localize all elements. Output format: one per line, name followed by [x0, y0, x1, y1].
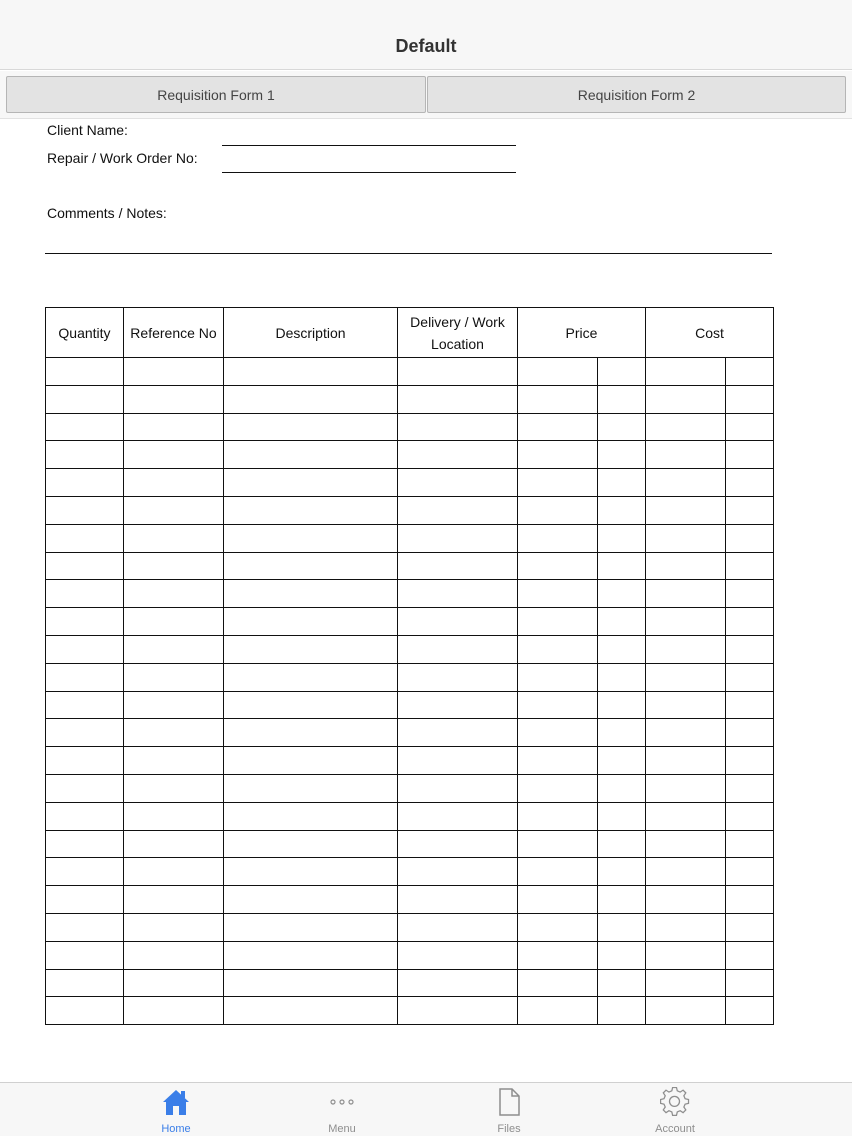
table-cell[interactable]	[518, 969, 598, 997]
table-cell[interactable]	[224, 997, 398, 1025]
table-row	[46, 913, 774, 941]
table-cell[interactable]	[598, 608, 646, 636]
table-cell[interactable]	[598, 635, 646, 663]
table-cell[interactable]	[124, 385, 224, 413]
table-cell[interactable]	[726, 580, 774, 608]
tab-menu-label: Menu	[328, 1123, 356, 1135]
table-cell[interactable]	[124, 886, 224, 914]
table-row	[46, 496, 774, 524]
table-cell[interactable]	[518, 747, 598, 775]
header-description: Description	[224, 308, 398, 358]
table-cell[interactable]	[726, 997, 774, 1025]
table-cell[interactable]	[46, 747, 124, 775]
table-cell[interactable]	[224, 524, 398, 552]
table-cell[interactable]	[518, 469, 598, 497]
table-cell[interactable]	[398, 747, 518, 775]
table-row	[46, 774, 774, 802]
table-cell[interactable]	[124, 969, 224, 997]
table-cell[interactable]	[46, 413, 124, 441]
table-cell[interactable]	[646, 385, 726, 413]
table-cell[interactable]	[646, 913, 726, 941]
table-cell[interactable]	[124, 441, 224, 469]
table-cell[interactable]	[518, 774, 598, 802]
table-cell[interactable]	[726, 719, 774, 747]
table-cell[interactable]	[124, 997, 224, 1025]
table-cell[interactable]	[398, 469, 518, 497]
table-row	[46, 413, 774, 441]
table-cell[interactable]	[726, 524, 774, 552]
table-cell[interactable]	[398, 913, 518, 941]
table-cell[interactable]	[124, 830, 224, 858]
table-cell[interactable]	[726, 913, 774, 941]
table-cell[interactable]	[726, 969, 774, 997]
table-cell[interactable]	[726, 941, 774, 969]
table-cell[interactable]	[646, 830, 726, 858]
table-cell[interactable]	[398, 719, 518, 747]
table-header-row	[46, 308, 774, 358]
navigation-bar	[0, 0, 852, 70]
table-row	[46, 552, 774, 580]
table-cell[interactable]	[398, 552, 518, 580]
table-cell[interactable]	[726, 552, 774, 580]
table-cell[interactable]	[124, 608, 224, 636]
table-cell[interactable]	[46, 858, 124, 886]
table-cell[interactable]	[224, 358, 398, 386]
table-cell[interactable]	[726, 441, 774, 469]
table-cell[interactable]	[224, 413, 398, 441]
table-cell[interactable]	[646, 691, 726, 719]
table-cell[interactable]	[398, 441, 518, 469]
table-cell[interactable]	[518, 719, 598, 747]
table-cell[interactable]	[224, 858, 398, 886]
table-cell[interactable]	[124, 413, 224, 441]
table-cell[interactable]	[598, 663, 646, 691]
table-cell[interactable]	[224, 635, 398, 663]
table-row	[46, 469, 774, 497]
table-cell[interactable]	[46, 524, 124, 552]
header-delivery-location: Delivery / Work Location	[398, 308, 518, 358]
table-cell[interactable]	[398, 830, 518, 858]
table-cell[interactable]	[124, 691, 224, 719]
table-cell[interactable]	[46, 441, 124, 469]
table-cell[interactable]	[398, 635, 518, 663]
table-row	[46, 858, 774, 886]
table-cell[interactable]	[46, 802, 124, 830]
order-no-field[interactable]	[222, 172, 516, 173]
comments-label: Comments / Notes:	[47, 205, 167, 221]
table-cell[interactable]	[518, 580, 598, 608]
table-cell[interactable]	[124, 719, 224, 747]
header-reference-no: Reference No	[124, 308, 224, 358]
table-cell[interactable]	[518, 413, 598, 441]
table-cell[interactable]	[224, 608, 398, 636]
table-cell[interactable]	[598, 413, 646, 441]
table-cell[interactable]	[726, 747, 774, 775]
table-cell[interactable]	[398, 997, 518, 1025]
table-cell[interactable]	[398, 691, 518, 719]
table-row	[46, 941, 774, 969]
table-cell[interactable]	[646, 496, 726, 524]
table-row	[46, 969, 774, 997]
table-row	[46, 997, 774, 1025]
table-cell[interactable]	[124, 941, 224, 969]
comments-field[interactable]	[45, 253, 772, 254]
client-name-label: Client Name:	[47, 122, 128, 138]
table-cell[interactable]	[726, 858, 774, 886]
table-cell[interactable]	[398, 802, 518, 830]
header-price: Price	[518, 308, 646, 358]
home-icon	[161, 1087, 191, 1117]
table-cell[interactable]	[726, 358, 774, 386]
table-cell[interactable]	[124, 663, 224, 691]
table-cell[interactable]	[46, 969, 124, 997]
table-cell[interactable]	[726, 413, 774, 441]
table-cell[interactable]	[598, 719, 646, 747]
table-cell[interactable]	[518, 886, 598, 914]
table-cell[interactable]	[598, 552, 646, 580]
table-cell[interactable]	[518, 858, 598, 886]
table-cell[interactable]	[224, 441, 398, 469]
table-cell[interactable]	[124, 802, 224, 830]
table-cell[interactable]	[46, 580, 124, 608]
table-cell[interactable]	[46, 358, 124, 386]
bottom-tab-bar	[0, 1082, 852, 1136]
table-cell[interactable]	[46, 830, 124, 858]
table-cell[interactable]	[518, 830, 598, 858]
table-cell[interactable]	[224, 830, 398, 858]
table-cell[interactable]	[124, 858, 224, 886]
table-cell[interactable]	[598, 774, 646, 802]
table-cell[interactable]	[518, 524, 598, 552]
table-cell[interactable]	[518, 997, 598, 1025]
table-cell[interactable]	[726, 469, 774, 497]
table-cell[interactable]	[398, 663, 518, 691]
table-cell[interactable]	[598, 441, 646, 469]
table-cell[interactable]	[646, 747, 726, 775]
tab-account-label: Account	[655, 1123, 695, 1135]
table-cell[interactable]	[46, 997, 124, 1025]
table-cell[interactable]	[646, 413, 726, 441]
table-cell[interactable]	[398, 969, 518, 997]
table-cell[interactable]	[646, 663, 726, 691]
table-cell[interactable]	[46, 719, 124, 747]
table-cell[interactable]	[46, 886, 124, 914]
table-row	[46, 358, 774, 386]
table-cell[interactable]	[598, 886, 646, 914]
table-cell[interactable]	[646, 969, 726, 997]
table-cell[interactable]	[224, 747, 398, 775]
more-dots-icon	[327, 1087, 357, 1117]
table-cell[interactable]	[46, 663, 124, 691]
table-cell[interactable]	[46, 552, 124, 580]
table-cell[interactable]	[398, 774, 518, 802]
table-cell[interactable]	[398, 886, 518, 914]
table-cell[interactable]	[598, 997, 646, 1025]
table-cell[interactable]	[518, 941, 598, 969]
table-cell[interactable]	[124, 496, 224, 524]
table-cell[interactable]	[598, 691, 646, 719]
table-cell[interactable]	[726, 608, 774, 636]
table-cell[interactable]	[646, 580, 726, 608]
table-cell[interactable]	[46, 691, 124, 719]
table-cell[interactable]	[726, 496, 774, 524]
order-no-label: Repair / Work Order No:	[47, 150, 198, 166]
table-cell[interactable]	[518, 358, 598, 386]
table-cell[interactable]	[224, 496, 398, 524]
table-row	[46, 719, 774, 747]
table-cell[interactable]	[124, 552, 224, 580]
table-cell[interactable]	[124, 635, 224, 663]
table-cell[interactable]	[598, 941, 646, 969]
table-cell[interactable]	[398, 858, 518, 886]
table-cell[interactable]	[518, 608, 598, 636]
table-cell[interactable]	[646, 608, 726, 636]
table-cell[interactable]	[46, 774, 124, 802]
table-cell[interactable]	[224, 552, 398, 580]
table-cell[interactable]	[726, 886, 774, 914]
table-cell[interactable]	[646, 635, 726, 663]
table-cell[interactable]	[124, 747, 224, 775]
table-cell[interactable]	[598, 580, 646, 608]
table-row	[46, 663, 774, 691]
table-cell[interactable]	[598, 969, 646, 997]
table-cell[interactable]	[46, 496, 124, 524]
table-cell[interactable]	[646, 802, 726, 830]
table-cell[interactable]	[598, 830, 646, 858]
table-cell[interactable]	[726, 830, 774, 858]
table-cell[interactable]	[518, 441, 598, 469]
table-cell[interactable]	[398, 524, 518, 552]
table-cell[interactable]	[598, 747, 646, 775]
table-cell[interactable]	[224, 913, 398, 941]
table-cell[interactable]	[224, 802, 398, 830]
table-cell[interactable]	[224, 886, 398, 914]
tab-requisition-form-1[interactable]: Requisition Form 1	[6, 76, 426, 113]
table-row	[46, 802, 774, 830]
table-cell[interactable]	[224, 469, 398, 497]
table-cell[interactable]	[518, 385, 598, 413]
table-row	[46, 635, 774, 663]
requisition-table	[45, 307, 774, 1025]
table-cell[interactable]	[224, 691, 398, 719]
table-cell[interactable]	[646, 997, 726, 1025]
table-cell[interactable]	[598, 524, 646, 552]
table-row	[46, 830, 774, 858]
tab-files[interactable]	[464, 1087, 554, 1135]
table-cell[interactable]	[646, 886, 726, 914]
table-row	[46, 441, 774, 469]
table-cell[interactable]	[46, 385, 124, 413]
table-cell[interactable]	[726, 691, 774, 719]
table-cell[interactable]	[224, 969, 398, 997]
table-cell[interactable]	[726, 663, 774, 691]
file-icon	[494, 1087, 524, 1117]
table-cell[interactable]	[598, 385, 646, 413]
table-cell[interactable]	[398, 385, 518, 413]
table-cell[interactable]	[646, 358, 726, 386]
table-cell[interactable]	[46, 469, 124, 497]
header-quantity: Quantity	[46, 308, 124, 358]
page-title: Default	[395, 36, 457, 56]
table-cell[interactable]	[224, 719, 398, 747]
table-cell[interactable]	[224, 941, 398, 969]
table-cell[interactable]	[224, 663, 398, 691]
tab-menu[interactable]	[297, 1087, 387, 1135]
table-cell[interactable]	[518, 913, 598, 941]
table-cell[interactable]	[398, 941, 518, 969]
table-cell[interactable]	[224, 385, 398, 413]
table-cell[interactable]	[518, 802, 598, 830]
table-cell[interactable]	[726, 635, 774, 663]
table-row	[46, 608, 774, 636]
table-cell[interactable]	[124, 913, 224, 941]
table-row	[46, 580, 774, 608]
table-cell[interactable]	[598, 496, 646, 524]
table-row	[46, 886, 774, 914]
table-cell[interactable]	[646, 441, 726, 469]
table-cell[interactable]	[598, 358, 646, 386]
segmented-control	[0, 71, 852, 119]
client-name-field[interactable]	[222, 145, 516, 146]
table-cell[interactable]	[518, 496, 598, 524]
table-cell[interactable]	[518, 691, 598, 719]
table-row	[46, 691, 774, 719]
table-cell[interactable]	[124, 580, 224, 608]
table-cell[interactable]	[726, 802, 774, 830]
table-cell[interactable]	[518, 552, 598, 580]
table-cell[interactable]	[224, 774, 398, 802]
table-cell[interactable]	[646, 774, 726, 802]
table-cell[interactable]	[598, 469, 646, 497]
table-cell[interactable]	[646, 524, 726, 552]
table-cell[interactable]	[646, 719, 726, 747]
tab-files-label: Files	[497, 1123, 521, 1135]
table-cell[interactable]	[46, 941, 124, 969]
table-row	[46, 385, 774, 413]
table-cell[interactable]	[518, 663, 598, 691]
table-row	[46, 747, 774, 775]
table-cell[interactable]	[46, 913, 124, 941]
table-cell[interactable]	[124, 358, 224, 386]
table-cell[interactable]	[398, 413, 518, 441]
table-cell[interactable]	[46, 608, 124, 636]
table-cell[interactable]	[646, 469, 726, 497]
table-cell[interactable]	[726, 385, 774, 413]
table-cell[interactable]	[598, 913, 646, 941]
table-cell[interactable]	[46, 635, 124, 663]
table-cell[interactable]	[518, 635, 598, 663]
table-row	[46, 524, 774, 552]
gear-icon	[660, 1087, 690, 1117]
table-cell[interactable]	[224, 580, 398, 608]
table-cell[interactable]	[646, 858, 726, 886]
tab-home[interactable]	[131, 1087, 221, 1135]
table-cell[interactable]	[726, 774, 774, 802]
table-cell[interactable]	[598, 802, 646, 830]
table-cell[interactable]	[398, 358, 518, 386]
table-cell[interactable]	[124, 774, 224, 802]
table-cell[interactable]	[398, 580, 518, 608]
table-cell[interactable]	[124, 469, 224, 497]
tab-requisition-form-2[interactable]: Requisition Form 2	[427, 76, 846, 113]
table-cell[interactable]	[124, 524, 224, 552]
table-cell[interactable]	[398, 608, 518, 636]
table-cell[interactable]	[646, 552, 726, 580]
table-cell[interactable]	[598, 858, 646, 886]
tab-account[interactable]	[630, 1087, 720, 1135]
header-cost: Cost	[646, 308, 774, 358]
table-cell[interactable]	[646, 941, 726, 969]
tab-home-label: Home	[161, 1123, 191, 1135]
table-cell[interactable]	[398, 496, 518, 524]
